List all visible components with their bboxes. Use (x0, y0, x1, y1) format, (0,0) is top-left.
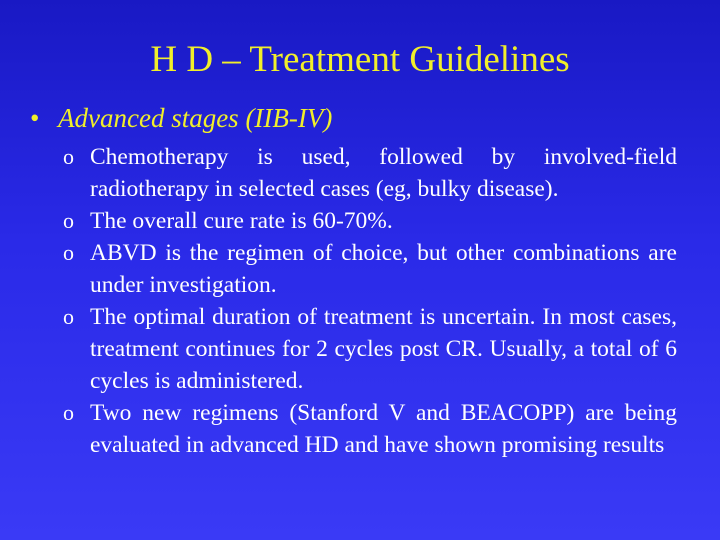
list-marker-icon: o (63, 240, 74, 265)
list-item (63, 397, 677, 461)
bullet-icon: • (30, 103, 40, 133)
guideline-list (63, 141, 677, 461)
list-item-text: ABVD is the regimen of choice, but other combinations are under investigation. (90, 240, 677, 298)
list-item (63, 301, 677, 397)
list-item-text: Chemotherapy is used, followed by involved-field radiotherapy in selected cases (eg, bulky disease). (90, 144, 677, 202)
section-heading-text: Advanced stages (IIB-IV) (58, 103, 333, 133)
list-marker-icon: o (63, 304, 74, 329)
list-item-text: The optimal duration of treatment is uncertain. In most cases, treatment continues for 2 cycles post CR. Usually, a total of 6 cycles is administered. (90, 304, 677, 394)
list-marker-icon: o (63, 400, 74, 425)
list-item-text: Two new regimens (Stanford V and BEACOPP) are being evaluated in advanced HD and have shown promising results (90, 400, 677, 458)
section-heading (30, 101, 690, 135)
list-marker-icon: o (63, 208, 74, 233)
list-marker-icon: o (63, 144, 74, 169)
list-item (63, 141, 677, 205)
list-item-text: The overall cure rate is 60-70%. (90, 208, 393, 234)
list-item (63, 237, 677, 301)
list-item (63, 205, 677, 237)
slide-title: H D – Treatment Guidelines (150, 39, 570, 80)
